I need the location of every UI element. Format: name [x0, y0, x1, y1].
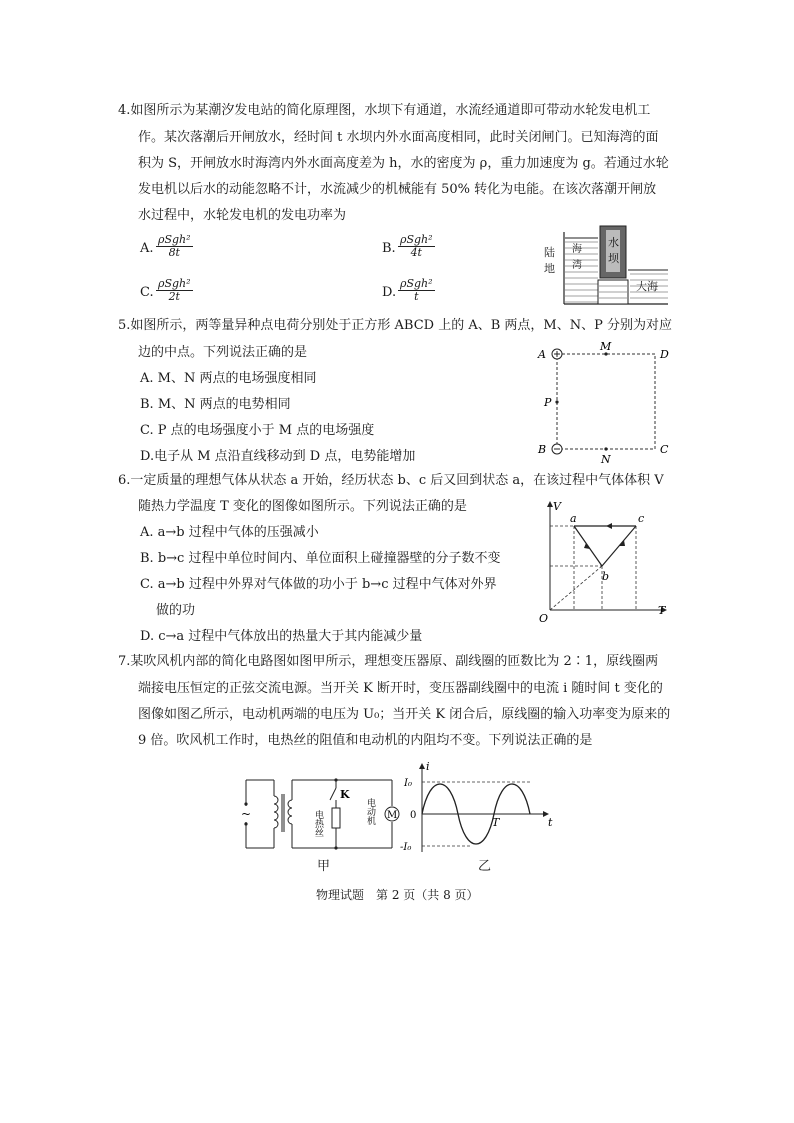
q7-line-1: 7.某吹风机内部的简化电路图如图甲所示，理想变压器原、副线圈的匝数比为 2∶1，原线圈两 [118, 654, 659, 669]
q5-line-1: 5.如图所示，两等量异种点电荷分别处于正方形 ABCD 上的 A、B 两点，M、N、P 分别为对应 [118, 318, 672, 333]
zero-label: 0 [410, 810, 417, 821]
q4-option-b-label: B. [382, 241, 396, 256]
q6-option-b: B. b→c 过程中单位时间内、单位面积上碰撞器壁的分子数不变 [140, 551, 501, 566]
point-c-label: C [660, 443, 669, 456]
motor-label: 电动机 [365, 798, 375, 825]
state-b-label: b [602, 570, 610, 583]
i0-label: I₀ [404, 778, 412, 789]
period-t-label: T [492, 816, 500, 829]
page-footer: 物理试题 第 2 页（共 8 页） [316, 888, 479, 902]
bay-label-2: 湾 [572, 260, 582, 271]
point-b-label: B [538, 443, 547, 456]
axis-t-label: t [548, 816, 553, 829]
neg-i0-label: -I₀ [400, 842, 412, 853]
state-c-label: c [638, 512, 645, 525]
q7-line-4: 9 倍。吹风机工作时，电热丝的阻值和电动机的内阻均不变。下列说法正确的是 [138, 733, 593, 748]
q4-option-c-fraction: ρSgh² 2t [158, 277, 191, 303]
q4-line-2: 作。某次落潮后开闸放水，经时间 t 水坝内外水面高度相同，此时关闭闸门。已知海湾的面 [138, 130, 659, 145]
sea-label: 大海 [636, 280, 658, 293]
q5-line-2: 边的中点。下列说法正确的是 [138, 345, 308, 360]
q4-line-3: 积为 S，开闸放水时海湾内外水面高度差为 h，水的密度为 ρ，重力加速度为 g。若通过水轮 [138, 156, 669, 171]
q4-option-a-fraction: ρSgh² 8t [158, 233, 191, 259]
point-n-label: N [601, 453, 611, 466]
state-a-label: a [570, 512, 577, 525]
dam-label-2: 坝 [608, 252, 619, 265]
q6-line-1: 6.一定质量的理想气体从状态 a 开始，经历状态 b、c 后又回到状态 a，在该过程中气体体积 V [118, 473, 664, 488]
axis-i-label: i [426, 760, 430, 773]
vt-graph-figure [536, 496, 676, 624]
caption-jia: 甲 [317, 859, 331, 874]
q6-option-d: D. c→a 过程中气体放出的热量大于其内能减少量 [140, 629, 423, 644]
caption-yi: 乙 [478, 859, 492, 874]
q7-line-3: 图像如图乙所示，电动机两端的电压为 U₀；当开关 K 闭合后，原线圈的输入功率变为原来的 [138, 707, 671, 722]
heater-label: 电热丝 [313, 810, 323, 837]
q5-option-b: B. M、N 两点的电势相同 [140, 397, 291, 412]
point-m-label: M [600, 340, 612, 353]
land-label-2: 地 [544, 262, 555, 275]
axis-v-label: V [553, 500, 561, 513]
point-p-label: P [544, 396, 552, 409]
q4-option-d-label: D. [382, 285, 397, 300]
q4-option-a-label: A. [140, 241, 154, 256]
land-label-1: 陆 [544, 246, 555, 259]
q5-option-c: C. P 点的电场强度小于 M 点的电场强度 [140, 423, 375, 438]
switch-k-label: K [340, 788, 350, 801]
axis-t-label: T [658, 604, 666, 617]
q7-line-2: 端接电压恒定的正弦交流电源。当开关 K 断开时，变压器副线圈中的电流 i 随时间 t 变化的 [138, 681, 663, 696]
q6-option-c-cont: 做的功 [156, 603, 196, 618]
motor-symbol: M [387, 810, 398, 821]
point-a-label: A [538, 348, 546, 361]
current-graph-figure [400, 760, 560, 860]
bay-label-1: 海 [572, 244, 582, 255]
q5-option-d: D.电子从 M 点沿直线移动到 D 点，电势能增加 [140, 449, 416, 464]
point-d-label: D [660, 348, 669, 361]
q5-option-a: A. M、N 两点的电场强度相同 [140, 371, 317, 386]
dam-label-1: 水 [608, 236, 619, 249]
tidal-dam-figure [540, 222, 670, 308]
q4-line-1: 4.如图所示为某潮汐发电站的简化原理图，水坝下有通道，水流经通道即可带动水轮发电机工 [118, 103, 651, 118]
q4-line-4: 发电机以后水的动能忽略不计，水流减少的机械能有 50% 转化为电能。在该次落潮开闸放 [138, 182, 657, 197]
q4-option-d-fraction: ρSgh² t [400, 277, 433, 303]
q6-option-a: A. a→b 过程中气体的压强减小 [140, 525, 319, 540]
q4-option-b-fraction: ρSgh² 4t [400, 233, 433, 259]
ac-source-symbol: ~ [241, 807, 252, 821]
q6-option-c: C. a→b 过程中外界对气体做的功小于 b→c 过程中气体对外界 [140, 577, 497, 592]
origin-label: O [539, 612, 549, 624]
q4-option-c-label: C. [140, 285, 154, 300]
q4-line-5: 水过程中，水轮发电机的发电功率为 [138, 208, 347, 223]
square-charges-figure [536, 340, 676, 466]
q6-line-2: 随热力学温度 T 变化的图像如图所示。下列说法正确的是 [138, 499, 467, 514]
